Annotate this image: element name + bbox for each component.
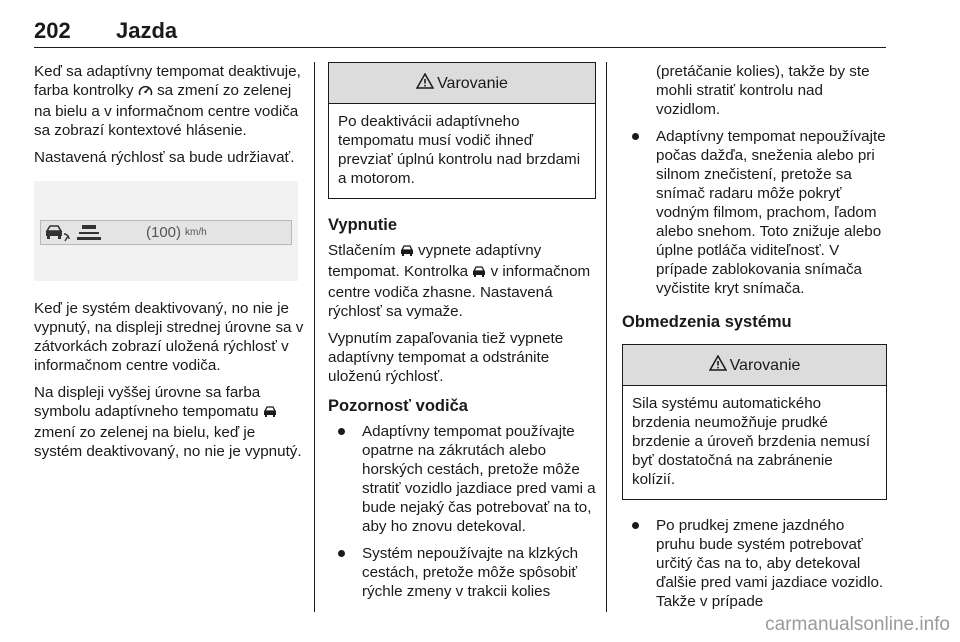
list-item: Systém nepoužívajte na klzkých cestách, pretože môže spôsobiť rýchle zmeny v trakcii kolies: [328, 544, 596, 601]
list-item: Adaptívny tempomat nepoužívajte počas dažďa, sneženia alebo pri silnom znečistení, pretože sa snímač radaru môže pokryť vodným filmom, prachom, ľadom alebo snehom. Toto znižuje alebo úplne potláča viditeľnosť. V prípade zablokovania snímača vyčistite kryt snímača.: [622, 127, 887, 298]
watermark: carmanualsonline.info: [765, 614, 950, 635]
adaptive-cruise-icon: [263, 404, 277, 423]
paragraph-text: zmení zo zelenej na bielu, keď je systém deaktivovaný, no nie je vypnutý.: [34, 424, 302, 460]
cruise-control-icon: [138, 83, 153, 102]
bullet-list: [622, 127, 887, 298]
heading-vypnutie: Vypnutie: [328, 216, 398, 234]
paragraph-text: Na displeji vyššej úrovne sa farba symbolu adaptívneho tempomatu: [34, 384, 261, 420]
paragraph: (pretáčanie kolies), takže by ste mohli stratiť kontrolu nad vozidlom.: [656, 63, 870, 118]
set-speed-value: (100): [146, 224, 182, 241]
warning-title: Varovanie: [437, 74, 508, 92]
list-item: Adaptívny tempomat používajte opatrne na zákrutách alebo horských cestách, pretože môže stratiť vozidlo jazdiace pred vami a bude nejaký čas potrebovať na to, aby ho znovu detekoval.: [328, 422, 596, 536]
bullet-list: [328, 422, 596, 601]
column-middle: [328, 62, 596, 609]
paragraph-text: sa zmení zo zelenej na bielu a v informačnom centre vodiča sa zobrazí kontextové hlásenie.: [34, 82, 299, 139]
paragraph-text: v informačnom centre vodiča zhasne. Nastavená rýchlosť sa vymaže.: [328, 263, 591, 320]
warning-text: Po deaktivácii adaptívneho tempomatu musí vodič ihneď prevziať úplnú kontrolu nad brzdami a motorom.: [338, 113, 581, 187]
warning-header: [623, 345, 886, 386]
warning-box: [622, 344, 887, 500]
paragraph: [34, 62, 304, 140]
warning-triangle-icon: [416, 73, 434, 94]
heading-pozornost: Pozornosť vodiča: [328, 397, 468, 415]
column-divider: [606, 62, 607, 612]
following-distance-icon: [76, 223, 102, 243]
heading-obmedzenia: Obmedzenia systému: [622, 313, 792, 331]
bullet-list: [622, 516, 887, 611]
page-header: [34, 18, 886, 48]
speed-unit: km/h: [185, 227, 207, 238]
column-right: [622, 62, 887, 619]
cluster-display: [40, 220, 292, 245]
paragraph-text: Keď sa adaptívny tempomat deaktivuje, farba kontrolky: [34, 63, 301, 99]
column-divider: [314, 62, 315, 612]
paragraph: Nastavená rýchlosť sa bude udržiavať.: [34, 149, 295, 166]
column-left: [34, 62, 304, 469]
display-illustration: [34, 181, 298, 281]
adaptive-cruise-icon: [400, 243, 414, 262]
adaptive-cruise-icon: [44, 223, 70, 243]
paragraph-text: Stlačením: [328, 242, 396, 259]
section-title: Jazda: [116, 18, 178, 43]
paragraph: [328, 241, 596, 321]
warning-header: [329, 63, 595, 104]
warning-text: Sila systému automatického brzdenia neumožňuje prudké brzdenie a úroveň brzdenia nemusí byť dostatočná na zabránenie kolízií.: [632, 395, 871, 488]
paragraph: [34, 383, 304, 461]
warning-title: Varovanie: [729, 356, 801, 374]
paragraph: Vypnutím zapaľovania tiež vypnete adaptívny tempomat a odstránite uloženú rýchlosť.: [328, 330, 564, 385]
adaptive-cruise-icon: [472, 264, 486, 283]
paragraph-text: vypnete adaptívny tempomat. Kontrolka: [328, 242, 542, 280]
paragraph: Keď je systém deaktivovaný, no nie je vypnutý, na displeji strednej úrovne sa v zátvorkách zobrazí uložená rýchlosť v informačnom centre vodiča.: [34, 300, 304, 374]
list-item: Po prudkej zmene jazdného pruhu bude systém potrebovať určitý čas na to, aby detekoval ďalšie pred vami jazdiace vozidlo. Takže v prípade: [622, 516, 887, 611]
warning-triangle-icon: [709, 355, 727, 376]
warning-box: [328, 62, 596, 199]
page-number: 202: [34, 18, 71, 43]
